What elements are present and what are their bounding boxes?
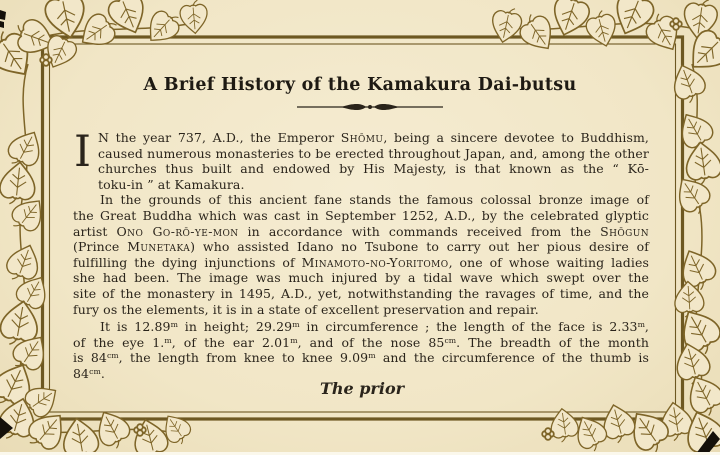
- text-line: the Great Buddha which was cast in September 1252, A.D., by the celebrated glyptic: [73, 207, 649, 223]
- text-line: In the grounds of this ancient fane stands the famous colossal bronze image of: [100, 192, 649, 208]
- text-line: is $84^{cm}$, the length from knee to knee 9.09$^m$ and the circumference of the thumb is: [73, 350, 650, 366]
- diamond-rule-divider: [295, 100, 445, 114]
- text-line: N the year 737, A.D., the Emperor Shōmu, being a sincere devotee to Buddhism,: [98, 130, 649, 145]
- paragraph-casting-history: [73, 192, 649, 317]
- drop-cap: I: [74, 127, 91, 177]
- text-line: churches thus built and endowed by His Majesty, is that known as the “ Kō-: [98, 161, 649, 177]
- text-line: $84^{cm}$.: [73, 365, 105, 381]
- text-line: artist Ono Go-rō-ye-mon in accordance with commands received from the Shōgun: [73, 223, 649, 239]
- text-line: site of the monastery in 1495, A.D., yet, notwithstanding the ravages of time, and the: [73, 285, 649, 301]
- paragraph-founding: [73, 127, 649, 192]
- text-line: fury os the elements, it is in a state of excellent preservation and repair.: [73, 301, 539, 317]
- text-line: of the eye 1.$^m$, of the ear 2.01$^m$, and of the nose $85^{cm}$. The breadth of the month: [73, 334, 649, 350]
- text-line: she had been. The image was much injured by a tidal wave which swept over the: [73, 270, 649, 286]
- text-line: fulfilling the dying injunctions of Minamoto-no-Yoritomo, one of whose waiting ladies: [73, 254, 649, 270]
- text-line: (Prince Munetaka) who assisted Idano no Tsubone to carry out her pious desire of: [73, 239, 649, 255]
- text-line: caused numerous monasteries to be erected throughout Japan, and, among the other: [98, 145, 649, 161]
- signature-the-prior: The prior: [319, 379, 405, 398]
- text-line: It is 12.89$^m$ in height; 29.29$^m$ in circumference ; the length of the face is 2.33$^m$,: [100, 319, 649, 334]
- body-text: [73, 127, 650, 381]
- text-line: toku-in ” at Kamakura.: [98, 176, 245, 192]
- page-title: A Brief History of the Kamakura Dai-butsu: [143, 75, 577, 95]
- paragraph-dimensions: [73, 317, 649, 379]
